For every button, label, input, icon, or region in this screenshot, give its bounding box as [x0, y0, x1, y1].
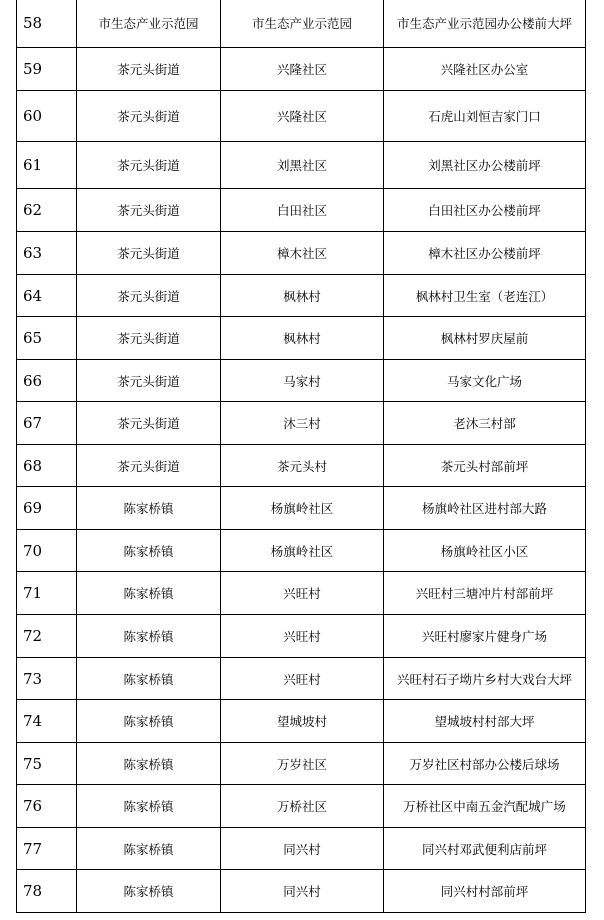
row-number-cell: 66: [17, 360, 77, 402]
table-row: [17, 658, 586, 700]
street-cell: 茶元头街道: [77, 360, 221, 402]
table-row: [17, 142, 586, 189]
community-cell: 望城坡村: [221, 700, 384, 743]
location-cell: 兴旺村廖家片健身广场: [384, 615, 586, 658]
table-row: [17, 402, 586, 445]
location-cell: 马家文化广场: [384, 360, 586, 402]
row-number-cell: 59: [17, 48, 77, 91]
street-cell: 陈家桥镇: [77, 870, 221, 913]
row-number-cell: 78: [17, 870, 77, 913]
location-cell: 市生态产业示范园办公楼前大坪: [384, 0, 586, 48]
table-row: [17, 275, 586, 317]
row-number-cell: 67: [17, 402, 77, 445]
table-row: [17, 317, 586, 360]
location-cell: 刘黑社区办公楼前坪: [384, 142, 586, 189]
table-row: [17, 0, 586, 48]
row-number-cell: 68: [17, 445, 77, 487]
location-cell: 茶元头村部前坪: [384, 445, 586, 487]
location-cell: 同兴村邓武便利店前坪: [384, 828, 586, 870]
location-cell: 万桥社区中南五金汽配城广场: [384, 785, 586, 828]
row-number-cell: 72: [17, 615, 77, 658]
table-row: [17, 572, 586, 615]
location-cell: 兴隆社区办公室: [384, 48, 586, 91]
community-cell: 白田社区: [221, 189, 384, 232]
row-number-cell: 64: [17, 275, 77, 317]
street-cell: 茶元头街道: [77, 402, 221, 445]
street-cell: 茶元头街道: [77, 232, 221, 275]
table-row: [17, 445, 586, 487]
community-cell: 杨旗岭社区: [221, 530, 384, 572]
community-cell: 茶元头村: [221, 445, 384, 487]
community-cell: 同兴村: [221, 870, 384, 913]
community-cell: 枫林村: [221, 317, 384, 360]
street-cell: 茶元头街道: [77, 91, 221, 142]
street-cell: 茶元头街道: [77, 275, 221, 317]
table-row: [17, 870, 586, 913]
table-row: [17, 360, 586, 402]
table-row: [17, 91, 586, 142]
table-row: [17, 743, 586, 785]
community-cell: 刘黑社区: [221, 142, 384, 189]
row-number-cell: 61: [17, 142, 77, 189]
row-number-cell: 58: [17, 0, 77, 48]
location-cell: 同兴村村部前坪: [384, 870, 586, 913]
row-number-cell: 74: [17, 700, 77, 743]
row-number-cell: 73: [17, 658, 77, 700]
location-cell: 杨旗岭社区小区: [384, 530, 586, 572]
location-cell: 白田社区办公楼前坪: [384, 189, 586, 232]
community-cell: 万岁社区: [221, 743, 384, 785]
community-cell: 兴旺村: [221, 615, 384, 658]
location-cell: 樟木社区办公楼前坪: [384, 232, 586, 275]
community-cell: 兴旺村: [221, 572, 384, 615]
community-cell: 马家村: [221, 360, 384, 402]
location-cell: 老沐三村部: [384, 402, 586, 445]
location-table: [16, 0, 586, 913]
row-number-cell: 60: [17, 91, 77, 142]
community-cell: 兴隆社区: [221, 48, 384, 91]
row-number-cell: 65: [17, 317, 77, 360]
location-cell: 兴旺村三塘冲片村部前坪: [384, 572, 586, 615]
community-cell: 杨旗岭社区: [221, 487, 384, 530]
street-cell: 陈家桥镇: [77, 743, 221, 785]
street-cell: 陈家桥镇: [77, 700, 221, 743]
table-row: [17, 189, 586, 232]
table-row: [17, 530, 586, 572]
street-cell: 市生态产业示范园: [77, 0, 221, 48]
row-number-cell: 70: [17, 530, 77, 572]
community-cell: 万桥社区: [221, 785, 384, 828]
street-cell: 茶元头街道: [77, 48, 221, 91]
community-cell: 樟木社区: [221, 232, 384, 275]
street-cell: 陈家桥镇: [77, 828, 221, 870]
row-number-cell: 76: [17, 785, 77, 828]
street-cell: 茶元头街道: [77, 445, 221, 487]
street-cell: 茶元头街道: [77, 189, 221, 232]
street-cell: 陈家桥镇: [77, 615, 221, 658]
community-cell: 兴隆社区: [221, 91, 384, 142]
table-row: [17, 785, 586, 828]
street-cell: 茶元头街道: [77, 317, 221, 360]
community-cell: 市生态产业示范园: [221, 0, 384, 48]
location-cell: 杨旗岭社区进村部大路: [384, 487, 586, 530]
community-cell: 沐三村: [221, 402, 384, 445]
location-cell: 枫林村卫生室（老连江）: [384, 275, 586, 317]
street-cell: 陈家桥镇: [77, 530, 221, 572]
row-number-cell: 77: [17, 828, 77, 870]
row-number-cell: 75: [17, 743, 77, 785]
location-cell: 兴旺村石子坳片乡村大戏台大坪: [384, 658, 586, 700]
location-cell: 石虎山刘恒吉家门口: [384, 91, 586, 142]
street-cell: 茶元头街道: [77, 142, 221, 189]
table-body: [17, 0, 586, 913]
location-cell: 望城坡村村部大坪: [384, 700, 586, 743]
street-cell: 陈家桥镇: [77, 785, 221, 828]
location-cell: 万岁社区村部办公楼后球场: [384, 743, 586, 785]
table-row: [17, 487, 586, 530]
table-row: [17, 615, 586, 658]
street-cell: 陈家桥镇: [77, 487, 221, 530]
row-number-cell: 71: [17, 572, 77, 615]
location-cell: 枫林村罗庆屋前: [384, 317, 586, 360]
table-row: [17, 700, 586, 743]
community-cell: 同兴村: [221, 828, 384, 870]
table-row: [17, 828, 586, 870]
row-number-cell: 62: [17, 189, 77, 232]
street-cell: 陈家桥镇: [77, 658, 221, 700]
table-row: [17, 48, 586, 91]
table-row: [17, 232, 586, 275]
community-cell: 兴旺村: [221, 658, 384, 700]
street-cell: 陈家桥镇: [77, 572, 221, 615]
community-cell: 枫林村: [221, 275, 384, 317]
row-number-cell: 69: [17, 487, 77, 530]
row-number-cell: 63: [17, 232, 77, 275]
